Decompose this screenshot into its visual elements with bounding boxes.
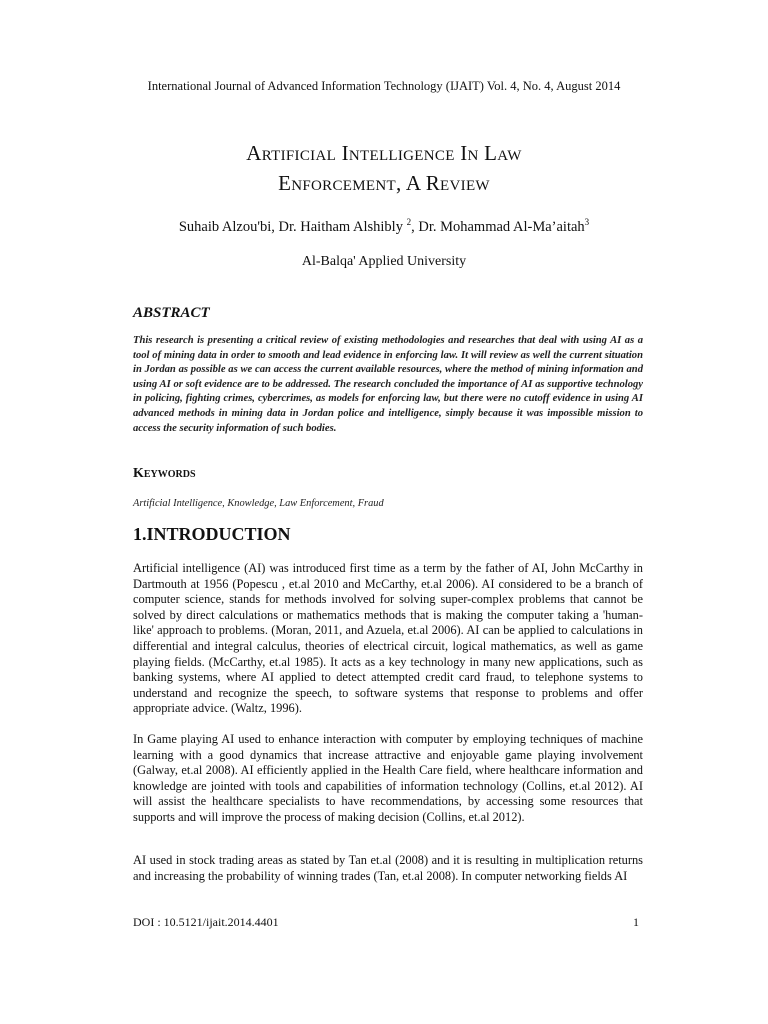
journal-header: International Journal of Advanced Information Technology (IJAIT) Vol. 4, No. 4, August 2014 <box>147 79 621 93</box>
paper-title <box>0 138 768 198</box>
title-line-1: Artificial Intelligence In Law <box>246 141 522 165</box>
doi-footer: DOI : 10.5121/ijait.2014.4401 <box>133 915 279 929</box>
page-number: 1 <box>633 915 639 929</box>
abstract-text: This research is presenting a critical review of existing methodologies and researches that deal with using AI as a tool of mining data in order to smooth and lead evidence in enforcing law. It will review as well the current situation in Jordan as possible as we can access the current available resources, where the method of mining information and using AI or soft evidence are to be addressed. The research concluded the importance of AI as supportive technology in policing, fighting crimes, cybercrimes, as models for enforcing law, but there were no cutoff evidence in using AI advanced methods in mining data in Jordan police and intelligence, simply because it was impossible mission to access the security information of such bodies. <box>133 335 643 434</box>
keywords-heading: Keywords <box>133 466 196 481</box>
intro-paragraph-3: AI used in stock trading areas as stated by Tan et.al (2008) and it is resulting in multiplication returns and increasing the probability of winning trades (Tan, et.al 2008). In computer networking fields AI <box>133 853 643 883</box>
abstract-heading: ABSTRACT <box>133 305 210 321</box>
keywords-text: Artificial Intelligence, Knowledge, Law Enforcement, Fraud <box>133 498 384 509</box>
intro-paragraph-2: In Game playing AI used to enhance interaction with computer by employing techniques of machine learning with a good dynamics that increase attractive and enjoyable game playing involvement (Galway, et.al 2008). AI efficiently applied in the Health Care field, where healthcare information and knowledge are jointed with tools and capabilities of information technology (Collins, et.al 2012). AI will assist the healthcare specialists to have recommendations, by accessing some resources that supports and will improve the process of making decision (Collins, et.al 2012). <box>133 732 643 824</box>
author-list <box>0 217 768 236</box>
author-text-2: , Dr. Mohammad Al-Ma’aitah <box>411 218 585 235</box>
introduction-heading: 1.INTRODUCTION <box>133 524 291 544</box>
intro-paragraph-1: Artificial intelligence (AI) was introduced first time as a term by the father of AI, John McCarthy in Dartmouth at 1956 (Popescu , et.al 2010 and McCarthy, et.al 2006). AI considered to be a branch of computer science, stands for methods involved for solving super-complex problems that cannot be solved by direct calculations or mathematics methods that is making the computer taking a 'human-like' approach to problems. (Moran, 2011, and Azuela, et.al 2006). AI can be applied to calculations in differential and integral calculus, theories of electrical circuit, logical mathematics, as well as game playing fields. (McCarthy, et.al 1985). It acts as a key technology in many new applications, such as banking systems, where AI applied to detect attempted credit card fraud, to telephone systems to understand and recognize the speech, to software systems that response to problems and offer appropriate advice. (Waltz, 1996). <box>133 561 643 716</box>
author-superscript-1: 2 <box>406 217 412 227</box>
author-superscript-2: 3 <box>584 217 590 227</box>
affiliation: Al-Balqa' Applied University <box>301 254 467 269</box>
title-line-2: Enforcement, A Review <box>278 171 490 195</box>
author-text-1: Suhaib Alzou'bi, Dr. Haitham Alshibly <box>178 218 407 235</box>
